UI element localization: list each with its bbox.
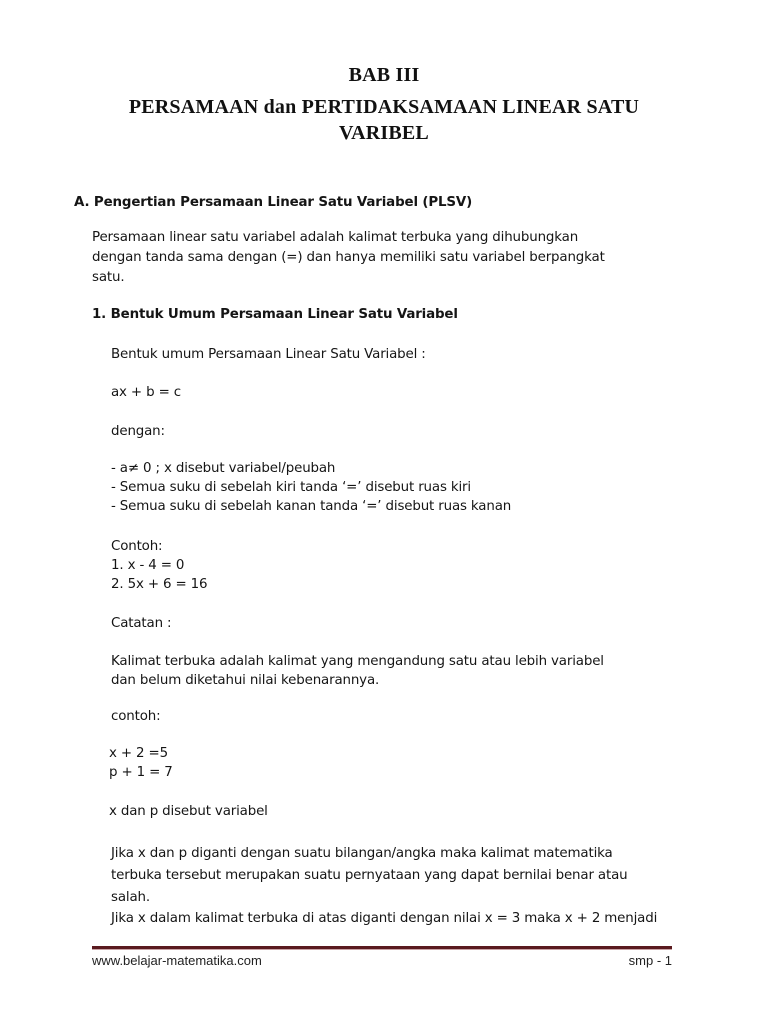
note-text-line: dan belum diketahui nilai kebenarannya.	[111, 673, 380, 688]
general-formula: ax + b = c	[111, 385, 181, 400]
section-a-paragraph-line: Persamaan linear satu variabel adalah kalimat terbuka yang dihubungkan	[92, 230, 579, 245]
footer-divider	[92, 946, 672, 950]
note-text-line: Kalimat terbuka adalah kalimat yang mengandung satu atau lebih variabel	[111, 654, 604, 669]
closing-line: salah.	[111, 890, 150, 905]
footer-page-number: smp - 1	[628, 953, 672, 968]
chapter-title-line1: PERSAMAAN dan PERTIDAKSAMAAN LINEAR SATU	[128, 96, 640, 118]
section-a-paragraph-line: satu.	[92, 270, 125, 285]
with-label: dengan:	[111, 424, 165, 439]
chapter-title-line2: VARIBEL	[339, 122, 429, 144]
closing-line: Jika x dan p diganti dengan suatu bilangan/angka maka kalimat matematika	[111, 846, 613, 861]
condition-item: - Semua suku di sebelah kiri tanda ‘=’ disebut ruas kiri	[111, 480, 471, 495]
example-item: 1. x - 4 = 0	[111, 558, 185, 573]
variable-note: x dan p disebut variabel	[109, 804, 268, 819]
condition-item: - Semua suku di sebelah kanan tanda ‘=’ disebut ruas kanan	[111, 499, 512, 514]
example-label: Contoh:	[111, 539, 163, 554]
example2-item: x + 2 =5	[109, 746, 168, 761]
general-form-intro: Bentuk umum Persamaan Linear Satu Variabel :	[111, 347, 426, 362]
section-a-heading: A. Pengertian Persamaan Linear Satu Variabel (PLSV)	[74, 195, 473, 210]
example2-label: contoh:	[111, 709, 161, 724]
example-item: 2. 5x + 6 = 16	[111, 577, 208, 592]
closing-line: terbuka tersebut merupakan suatu pernyataan yang dapat bernilai benar atau	[111, 868, 628, 883]
chapter-label: BAB III	[348, 64, 420, 86]
condition-item: - a≠ 0 ; x disebut variabel/peubah	[111, 461, 336, 476]
closing-line: Jika x dalam kalimat terbuka di atas diganti dengan nilai x = 3 maka x + 2 menjadi	[111, 911, 658, 926]
section-a-paragraph-line: dengan tanda sama dengan (=) dan hanya memiliki satu variabel berpangkat	[92, 250, 605, 265]
example2-item: p + 1 = 7	[109, 765, 173, 780]
footer-website: www.belajar-matematika.com	[92, 953, 262, 968]
note-label: Catatan :	[111, 616, 172, 631]
subsection-1-heading: 1. Bentuk Umum Persamaan Linear Satu Variabel	[92, 307, 458, 322]
